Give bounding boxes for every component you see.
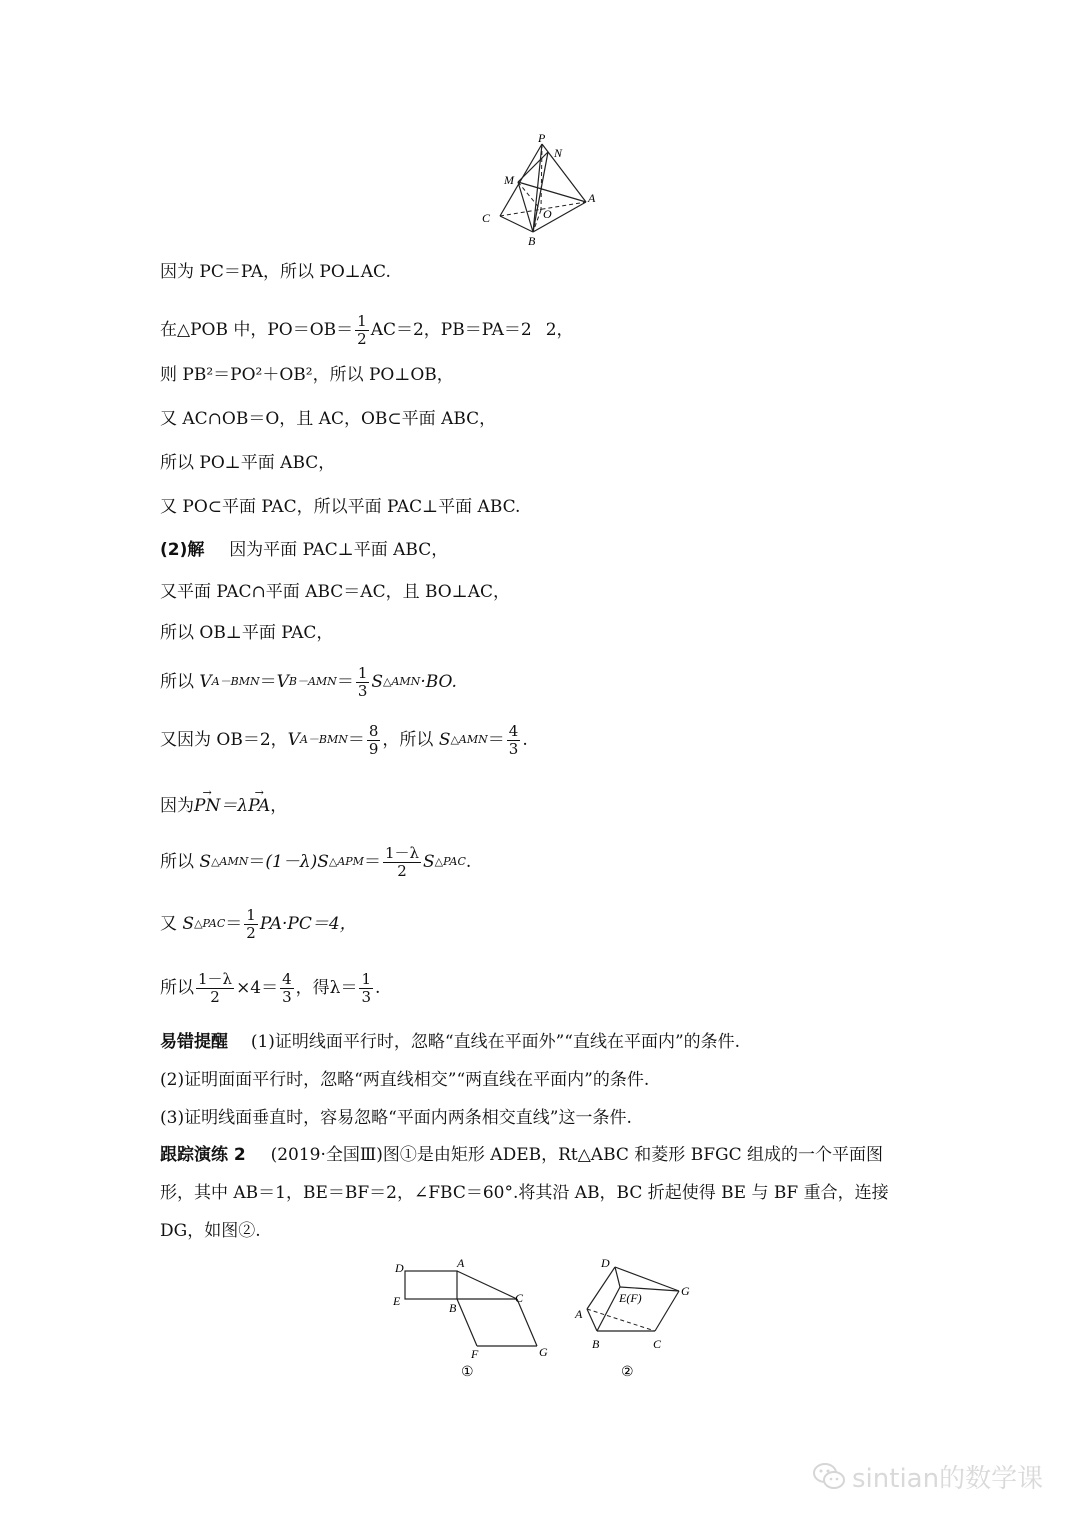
fraction-one-half-2: $\frac{1}{2}$ (246, 905, 256, 942)
fig2-label-C: C (653, 1337, 662, 1351)
fig1-caption: ① (461, 1365, 474, 1380)
area-ratio-equation: 所以 S △AMN ＝ (1－λ) S △APM ＝ $\frac{1-\lambda}{2}$ S △PAC . (160, 843, 472, 880)
proof-line-4: 又 AC∩OB＝O，且 AC，OB⊂平面 ABC， (160, 409, 497, 429)
watermark (812, 1458, 1043, 1494)
folding-figure (385, 1254, 695, 1386)
fig2-label-A: A (575, 1307, 583, 1321)
tips-title: 易错提醒 (160, 1032, 228, 1052)
fig1-label-G: G (539, 1345, 548, 1359)
fraction-one-minus-lambda-over-2-b: $\frac{1-\lambda}{2}$ (198, 969, 233, 1006)
fig1-label-A: A (457, 1256, 465, 1270)
wechat-icon (812, 1461, 846, 1491)
proof-line-1: 因为 PC＝PA，所以 PO⊥AC. (160, 262, 391, 282)
lambda-result: 所以 $\frac{1-\lambda}{2}$ ×4＝ $\frac{4}{3}$ ，得λ＝ $\frac{1}{3}$ . (160, 969, 381, 1006)
fraction-one-half: $\frac{1}{2}$ (357, 311, 367, 348)
label-A: A (588, 191, 596, 205)
fraction-one-third: $\frac{1}{3}$ (357, 663, 368, 700)
exercise-line-3: DG，如图②. (160, 1221, 261, 1241)
label-M: M (504, 173, 514, 187)
fig1-label-C: C (515, 1291, 524, 1305)
proof-line-7: 又平面 PAC∩平面 ABC＝AC，且 BO⊥AC， (160, 582, 511, 602)
fraction-four-thirds: $\frac{4}{3}$ (508, 721, 519, 758)
tetrahedron-figure (478, 132, 602, 248)
fig2-label-G: G (681, 1284, 690, 1298)
label-O: O (543, 207, 552, 221)
fig2-caption: ② (621, 1365, 634, 1380)
fig2-label-EF: E(F) (619, 1291, 642, 1305)
fig1-label-F: F (471, 1347, 479, 1361)
fig2-label-D: D (601, 1256, 610, 1270)
tips-line-2: (2)证明面面平行时，忽略“两直线相交”“两直线在平面内”的条件. (160, 1070, 650, 1090)
label-N: N (554, 146, 563, 160)
proof-line-8: 所以 OB⊥平面 PAC， (160, 623, 334, 643)
area-from-volume: 又因为 OB＝2， V A－BMN ＝ $\frac{8}{9}$ ，所以 S △AMN ＝ $\frac{4}{3}$ . (160, 721, 528, 758)
area-PAC-equation: 又 S △PAC ＝ $\frac{1}{2}$ PA·PC＝4， (160, 905, 357, 942)
volume-equation: 所以 V A－BMN ＝ V B－AMN ＝ $\frac{1}{3}$ S △AMN ·BO. (160, 663, 457, 700)
label-C: C (482, 211, 491, 225)
vector-relation: 因为→ PN＝λ→ PA， (160, 794, 287, 818)
part-2-label: (2)解 (160, 540, 205, 560)
fraction-one-minus-lambda-over-2: $\frac{1-\lambda}{2}$ (384, 843, 420, 880)
exercise-line-1: 跟踪演练 2 (2019·全国Ⅲ)图①是由矩形 ADEB，Rt△ABC 和菱形 BFGC 组成的一个平面图 (160, 1145, 883, 1165)
fraction-one-third-2: $\frac{1}{3}$ (361, 969, 371, 1006)
fig1-label-D: D (395, 1261, 404, 1275)
exercise-title: 跟踪演练 2 (160, 1145, 246, 1165)
label-P: P (538, 132, 546, 145)
tips-line-3: (3)证明线面垂直时，容易忽略“平面内两条相交直线”这一条件. (160, 1108, 632, 1128)
fraction-eight-ninths: $\frac{8}{9}$ (368, 721, 379, 758)
fig1-label-E: E (393, 1294, 401, 1308)
proof-line-2: 在△POB 中，PO＝OB＝ $\frac{1}{2}$ AC＝2，PB＝PA＝2 2， (160, 311, 574, 348)
fig1-label-B: B (449, 1301, 457, 1315)
proof-line-3: 则 PB²＝PO²＋OB²，所以 PO⊥OB， (160, 365, 454, 385)
exercise-line-2: 形，其中 AB＝1，BE＝BF＝2，∠FBC＝60°.将其沿 AB，BC 折起使得 BE 与 BF 重合，连接 (160, 1183, 889, 1203)
vector-PA: → PA (248, 794, 270, 818)
label-B: B (528, 234, 536, 248)
proof-line-6: 又 PO⊂平面 PAC，所以平面 PAC⊥平面 ABC. (160, 497, 521, 517)
tips-line-1: 易错提醒 (1)证明线面平行时，忽略“直线在平面外”“直线在平面内”的条件. (160, 1032, 741, 1052)
proof-line-5: 所以 PO⊥平面 ABC， (160, 453, 336, 473)
vector-PN: → PN (194, 794, 220, 818)
proof-part-2: (2)解 因为平面 PAC⊥平面 ABC， (160, 540, 449, 560)
fig2-label-B: B (592, 1337, 600, 1351)
watermark-text: sintian的数学课 (852, 1463, 1044, 1494)
fraction-four-thirds-2: $\frac{4}{3}$ (282, 969, 292, 1006)
